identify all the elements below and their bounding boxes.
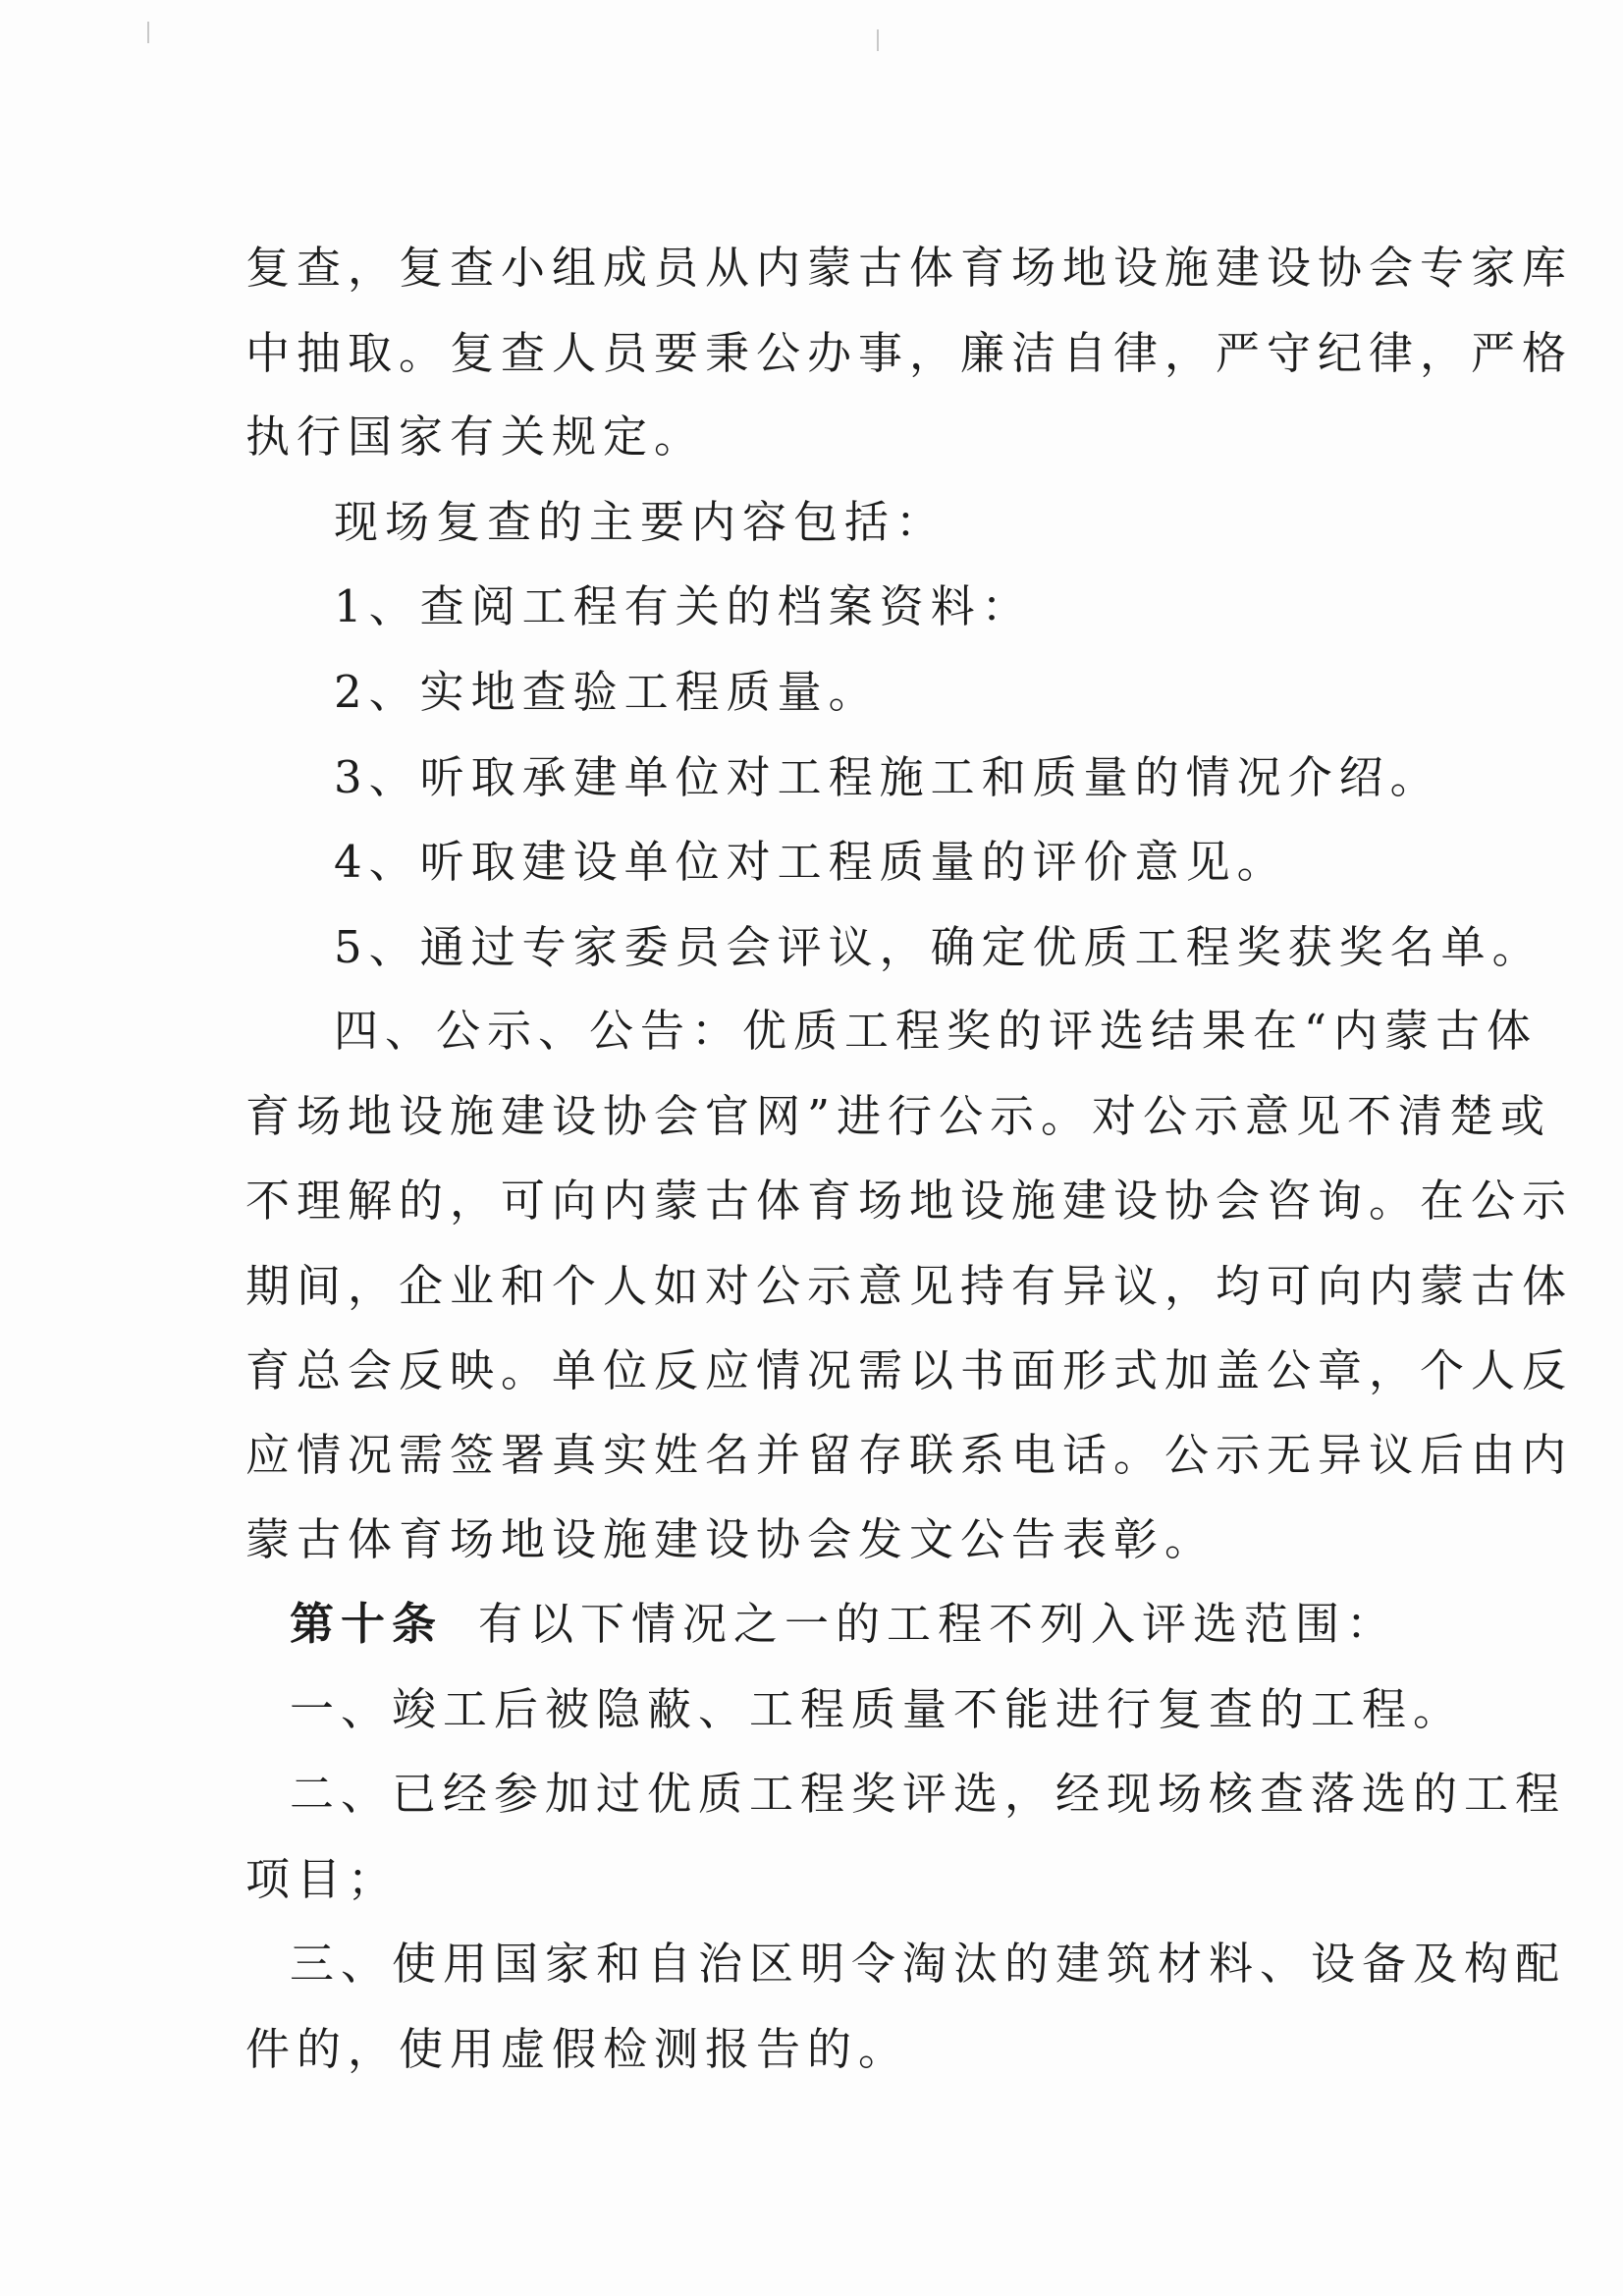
paragraph-line: 现场复查的主要内容包括： [334,496,947,548]
paragraph-line: 中抽取。复查人员要秉公办事，廉洁自律，严守纪律，严格 [245,327,1574,379]
list-item: 4、听取建设单位对工程质量的评价意见。 [334,836,1288,888]
paragraph-line: 蒙古体育场地设施建设协会发文公告表彰。 [245,1513,1217,1565]
list-item: 5、通过专家委员会评议，确定优质工程奖获奖名单。 [334,921,1543,973]
paragraph-line: 不理解的，可向内蒙古体育场地设施建设协会咨询。在公示 [245,1175,1574,1227]
scan-mark-center [877,29,879,51]
paragraph-line: 四、公示、公告：优质工程奖的评选结果在“内蒙古体 [334,1005,1539,1057]
paragraph-line: 一、竣工后被隐蔽、工程质量不能进行复查的工程。 [290,1683,1465,1735]
article-heading [290,1595,1429,1654]
paragraph-line: 项目； [245,1853,400,1905]
paragraph-line: 执行国家有关规定。 [245,410,706,463]
paragraph-line: 应情况需签署真实姓名并留存联系电话。公示无异议后由内 [245,1429,1574,1481]
scan-mark-left [147,22,149,43]
list-item: 2、实地查验工程质量。 [334,666,880,718]
list-item: 1、查阅工程有关的档案资料： [334,580,1033,632]
paragraph-line: 育场地设施建设协会官网”进行公示。对公示意见不清楚或 [245,1090,1552,1142]
paragraph-line: 二、已经参加过优质工程奖评选，经现场核查落选的工程 [290,1768,1567,1820]
paragraph-line: 三、使用国家和自治区明令淘汰的建筑材料、设备及构配 [290,1938,1567,1990]
article-text: 有以下情况之一的工程不列入评选范围： [478,1598,1398,1650]
article-label: 第十条 [290,1598,444,1650]
paragraph-line: 育总会反映。单位反应情况需以书面形式加盖公章，个人反 [245,1344,1574,1396]
paragraph-line: 复查，复查小组成员从内蒙古体育场地设施建设协会专家库 [245,242,1574,294]
paragraph-line: 期间，企业和个人如对公示意见持有异议，均可向内蒙古体 [245,1260,1574,1312]
paragraph-line: 件的，使用虚假检测报告的。 [245,2023,910,2075]
list-item: 3、听取承建单位对工程施工和质量的情况介绍。 [334,751,1441,803]
